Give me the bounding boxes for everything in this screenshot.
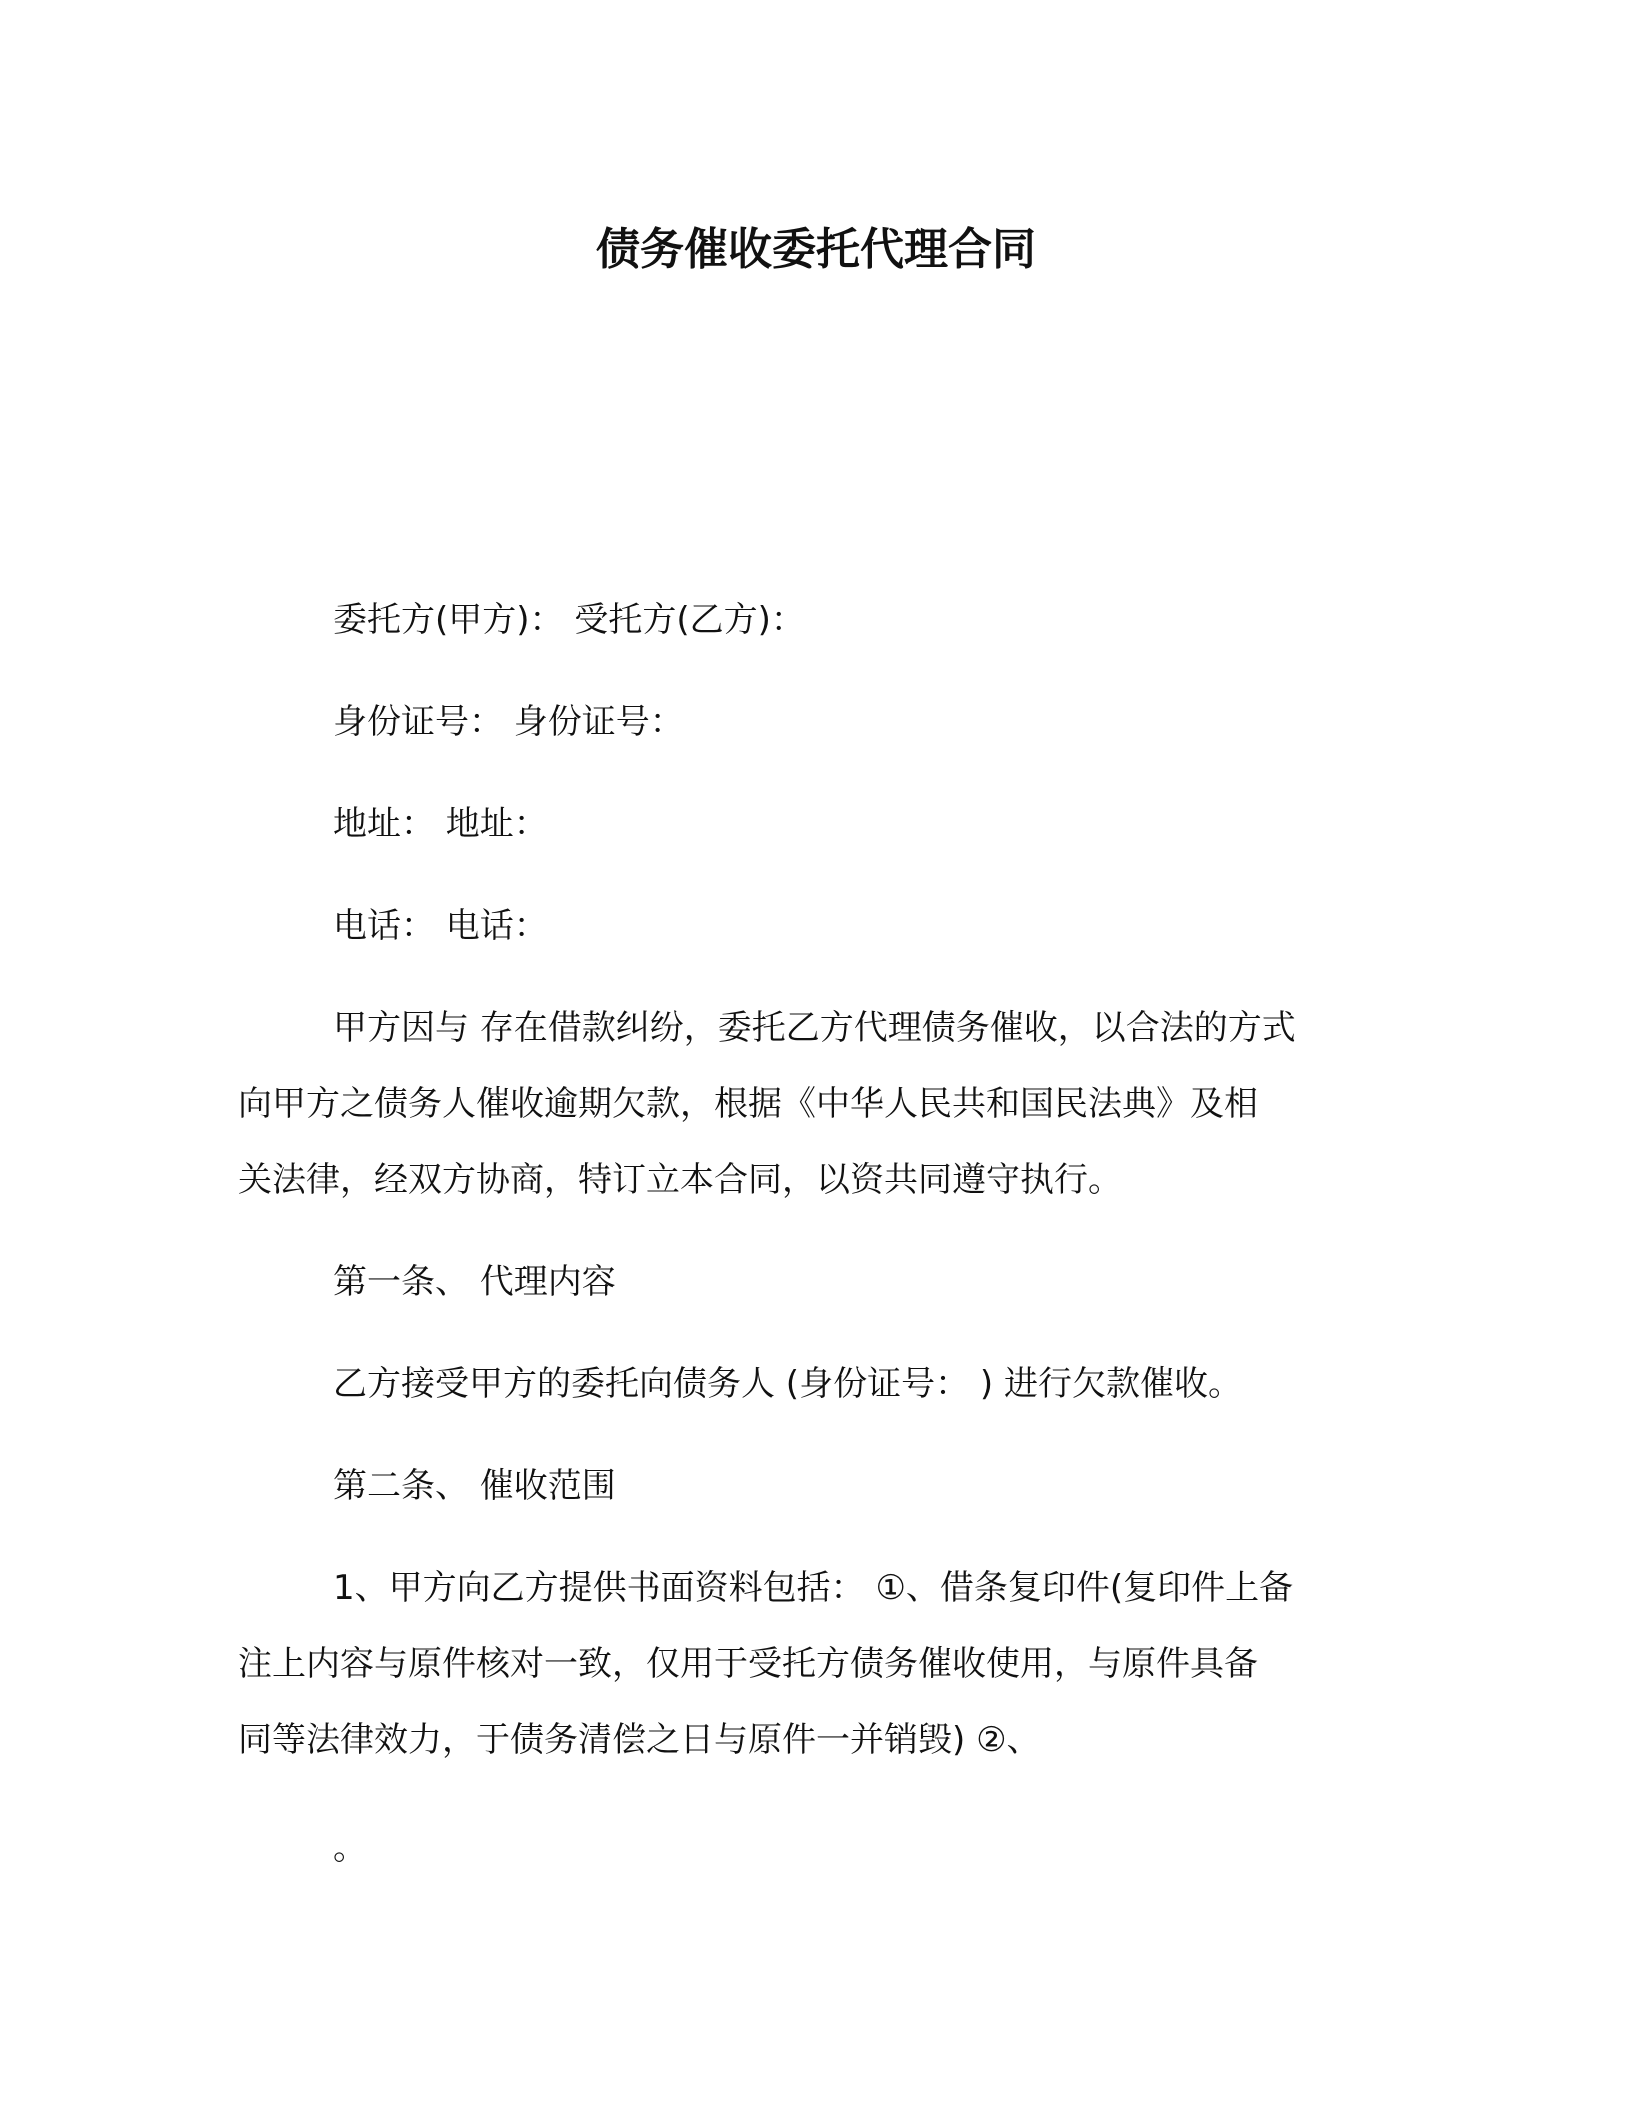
party-phone-line: 电话： 电话：	[333, 906, 548, 946]
article-2-heading: 第二条、 催收范围	[333, 1466, 616, 1506]
party-address-line: 地址： 地址：	[333, 804, 548, 844]
preamble-line: 向甲方之债务人催收逾期欠款，根据《中华人民共和国民法典》及相	[238, 1084, 1258, 1124]
party-id-line: 身份证号： 身份证号：	[333, 702, 684, 742]
document-title: 债务催收委托代理合同	[596, 224, 1036, 275]
party-names-line: 委托方(甲方)： 受托方(乙方)：	[333, 600, 805, 640]
article-2-item-line: 同等法律效力，于债务清偿之日与原件一并销毁) ②、	[238, 1720, 1041, 1760]
trailing-period: 。	[333, 1828, 367, 1868]
article-1-heading: 第一条、 代理内容	[333, 1262, 616, 1302]
article-2-item-line: 注上内容与原件核对一致，仅用于受托方债务催收使用，与原件具备	[238, 1644, 1258, 1684]
article-1-text: 乙方接受甲方的委托向债务人 (身份证号： ) 进行欠款催收。	[333, 1364, 1242, 1404]
preamble-line: 甲方因与 存在借款纠纷，委托乙方代理债务催收，以合法的方式	[333, 1008, 1296, 1048]
preamble-line: 关法律，经双方协商，特订立本合同，以资共同遵守执行。	[238, 1160, 1122, 1200]
article-2-item-line: 1、甲方向乙方提供书面资料包括： ①、借条复印件(复印件上备	[333, 1568, 1294, 1608]
